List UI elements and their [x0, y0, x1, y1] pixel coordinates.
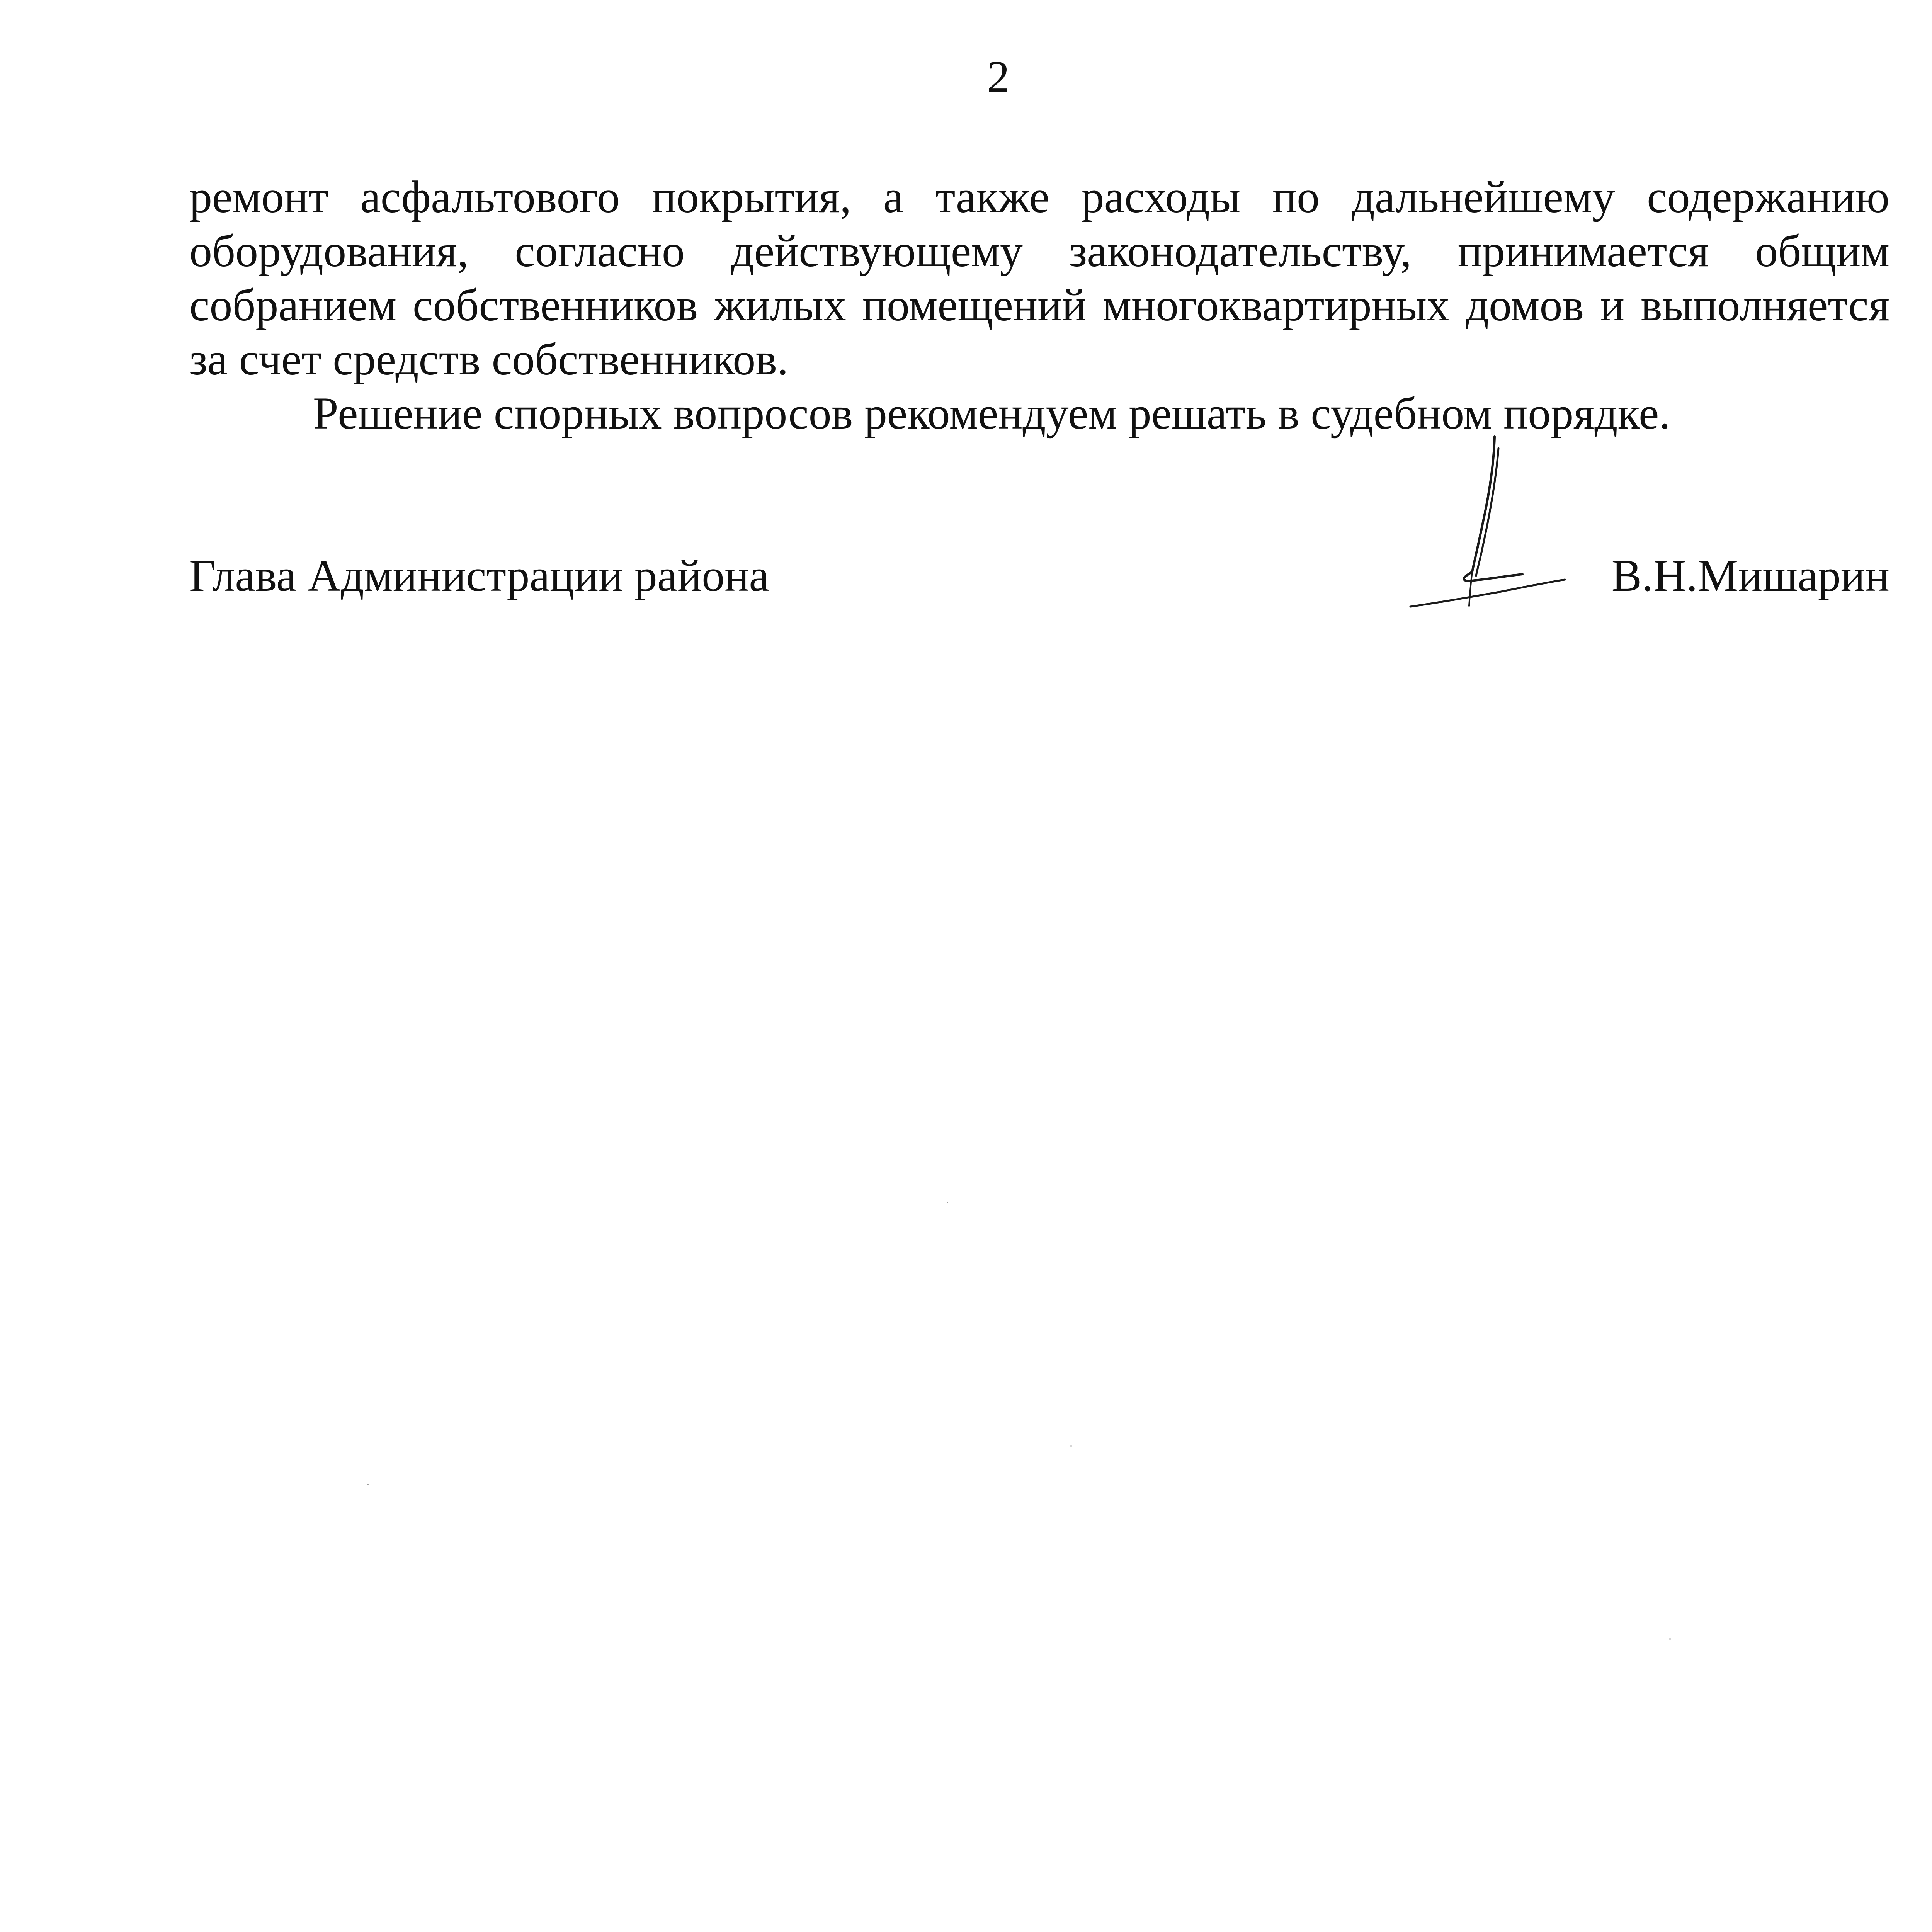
signature-block — [189, 549, 1889, 611]
scan-speck — [1669, 1638, 1671, 1640]
body-paragraph: Решение спорных вопросов рекомендуем решать в судебном порядке. — [313, 388, 1670, 439]
signatory-name: В.Н.Мишарин — [1611, 550, 1889, 601]
page-number: 2 — [987, 51, 1010, 102]
scan-speck — [1070, 1445, 1072, 1447]
signatory-position: Глава Администрации района — [189, 550, 769, 601]
scan-speck — [367, 1484, 369, 1485]
body-paragraph: ремонт асфальтового покрытия, а также расходы по дальнейшему содержанию оборудования, согласно действующему законодательству, принимается общим собранием собственников жилых помещений многоквартирных домов и выполняется за счет средств собственников. — [189, 172, 1889, 384]
letter-body — [189, 170, 1889, 440]
handwritten-signature — [1406, 433, 1569, 614]
scan-speck — [947, 1202, 948, 1203]
